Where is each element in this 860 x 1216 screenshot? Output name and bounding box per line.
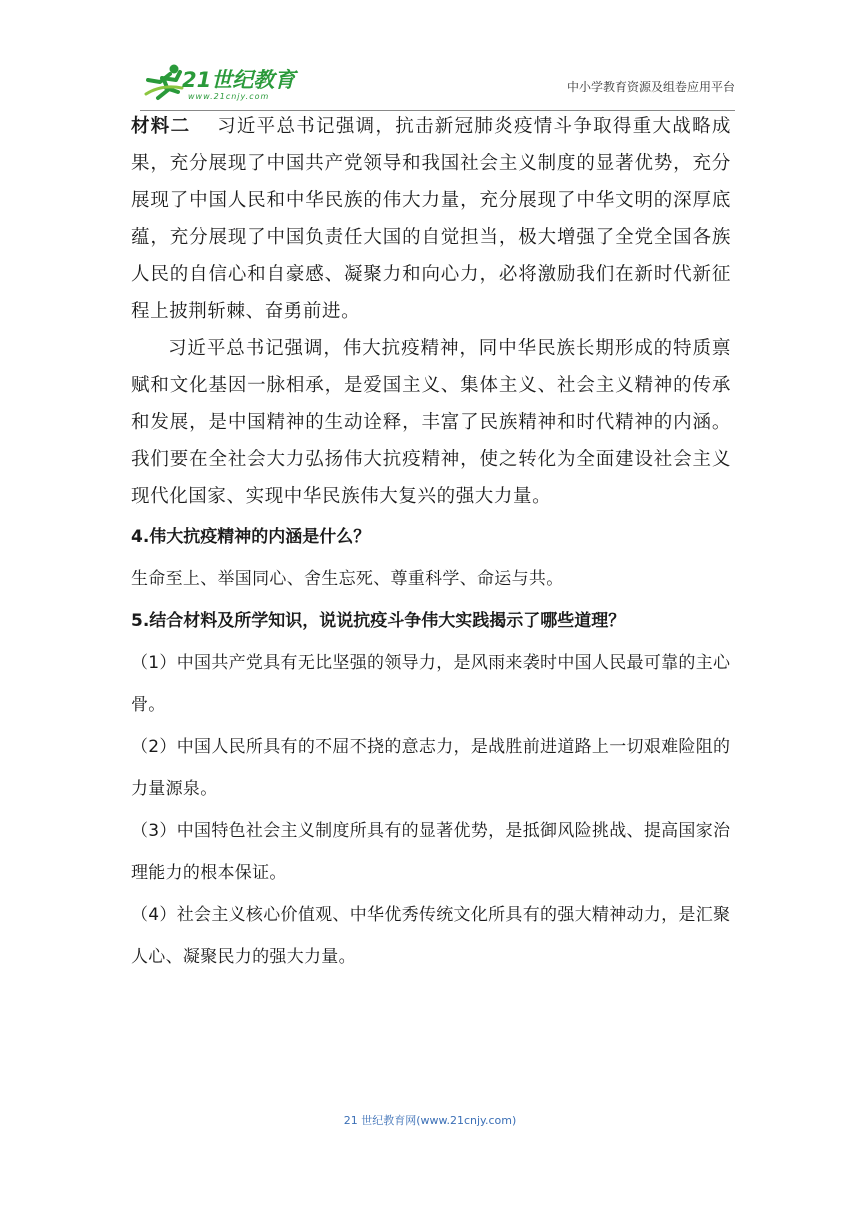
platform-name: 中小学教育资源及组卷应用平台 xyxy=(566,80,735,94)
page-footer: 21 世纪教育网(www.21cnjy.com) xyxy=(343,1114,517,1127)
question-4: 4.伟大抗疫精神的内涵是什么？ xyxy=(131,527,371,547)
answer-5-item: （2）中国人民所具有的不屈不挠的意志力，是战胜前进道路上一切艰难险阻的力量源泉。 xyxy=(131,737,731,799)
answer-5-item: （1）中国共产党具有无比坚强的领导力，是风雨来袭时中国人民最可靠的主心骨。 xyxy=(131,653,731,715)
document-body xyxy=(131,108,731,978)
site-logo xyxy=(140,62,310,106)
material-text-1: 习近平总书记强调，抗击新冠肺炎疫情斗争取得重大战略成果，充分展现了中国共产党领导和我国社会主义制度的显著优势，充分展现了中国人民和中华民族的伟大力量，充分展现了中华文明的深厚底蕴，充分展现了中国负责任大国的自觉担当，极大增强了全党全国各族人民的自信心和自豪感、凝聚力和向心力，必将激励我们在新时代新征程上披荆斩棘、奋勇前进。 xyxy=(131,116,731,322)
material-label: 材料二 xyxy=(131,116,191,137)
question-5: 5.结合材料及所学知识，说说抗疫斗争伟大实践揭示了哪些道理？ xyxy=(131,611,626,631)
page-header xyxy=(140,62,735,106)
answer-4: 生命至上、举国同心、舍生忘死、尊重科学、命运与共。 xyxy=(131,569,564,589)
answer-5-item: （3）中国特色社会主义制度所具有的显著优势，是抵御风险挑战、提高国家治理能力的根本保证。 xyxy=(131,821,731,883)
answer-5-item: （4）社会主义核心价值观、中华优秀传统文化所具有的强大精神动力，是汇聚人心、凝聚民力的强大力量。 xyxy=(131,905,731,967)
material-paragraph-2: 习近平总书记强调，伟大抗疫精神，同中华民族长期形成的特质禀赋和文化基因一脉相承，是爱国主义、集体主义、社会主义精神的传承和发展，是中国精神的生动诠释，丰富了民族精神和时代精神的内涵。我们要在全社会大力弘扬伟大抗疫精神，使之转化为全面建设社会主义现代化国家、实现中华民族伟大复兴的强大力量。 xyxy=(131,338,731,507)
runner-logo-icon xyxy=(140,62,184,102)
logo-text: 21世纪教育 xyxy=(182,68,296,92)
material-paragraph-1 xyxy=(131,108,731,330)
logo-url: www.21cnjy.com xyxy=(188,92,270,101)
